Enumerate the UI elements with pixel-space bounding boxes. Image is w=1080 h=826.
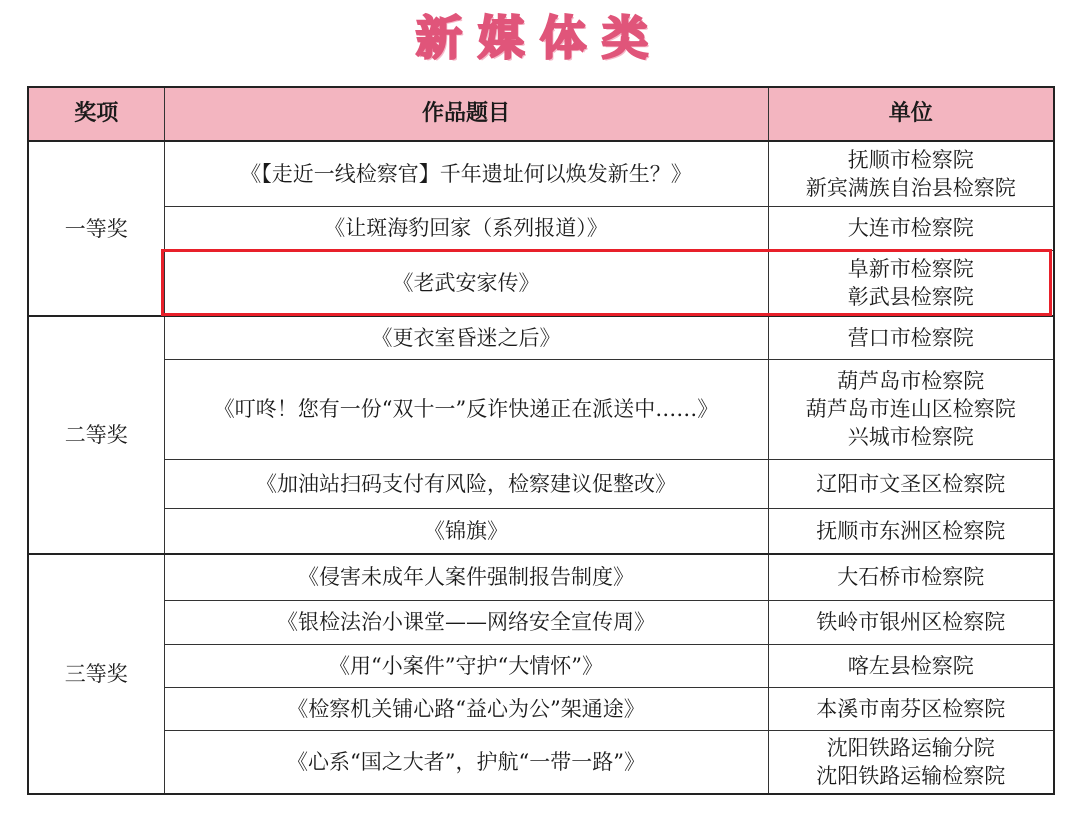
unit-name: 铁岭市银州区检察院 xyxy=(816,610,1006,634)
unit-name: 彰武县检察院 xyxy=(847,284,974,309)
work-title: 《用“小案件”守护“大情怀”》 xyxy=(164,644,768,687)
table-row xyxy=(28,141,1054,206)
unit-cell xyxy=(768,316,1054,359)
unit-cell xyxy=(768,600,1054,644)
page-title: 新媒体类 xyxy=(416,11,664,65)
unit-cell xyxy=(768,359,1054,459)
work-title: 《老武安家传》 xyxy=(164,250,768,316)
prize-cell-third: 三等奖 xyxy=(28,554,164,794)
unit-name: 兴城市检察院 xyxy=(847,425,974,449)
work-title: 《银检法治小课堂——网络安全宣传周》 xyxy=(164,600,768,644)
unit-name: 抚顺市东洲区检察院 xyxy=(816,518,1006,543)
unit-name: 喀左县检察院 xyxy=(847,653,974,678)
unit-name: 抚顺市检察院 xyxy=(847,147,974,172)
unit-name: 葫芦岛市检察院 xyxy=(837,369,985,393)
work-title: 《【走近一线检察官】千年遗址何以焕发新生？》 xyxy=(164,141,768,206)
work-title: 《叮咚！您有一份“双十一”反诈快递正在派送中……》 xyxy=(164,359,768,459)
unit-name: 新宾满族自治县检察院 xyxy=(805,175,1016,200)
unit-name: 营口市检察院 xyxy=(847,325,974,350)
table-row xyxy=(28,508,1054,554)
unit-cell xyxy=(768,508,1054,554)
work-title: 《心系“国之大者”，护航“一带一路”》 xyxy=(164,730,768,794)
table-row xyxy=(28,206,1054,250)
table-row xyxy=(28,687,1054,730)
work-title: 《锦旗》 xyxy=(164,508,768,554)
work-title: 《检察机关铺心路“益心为公”架通途》 xyxy=(164,687,768,730)
unit-cell xyxy=(768,459,1054,508)
table-row xyxy=(28,730,1054,794)
table-row xyxy=(28,459,1054,508)
awards-table xyxy=(27,86,1055,795)
table-row xyxy=(28,359,1054,459)
table-row-highlighted xyxy=(28,250,1054,316)
table-row xyxy=(28,554,1054,600)
unit-cell xyxy=(768,141,1054,206)
unit-name: 阜新市检察院 xyxy=(847,256,974,281)
unit-name: 大石桥市检察院 xyxy=(837,565,985,590)
unit-name: 沈阳铁路运输检察院 xyxy=(816,763,1006,788)
table-header-row xyxy=(28,87,1054,141)
work-title: 《更衣室昏迷之后》 xyxy=(164,316,768,359)
table-row xyxy=(28,600,1054,644)
unit-cell xyxy=(768,730,1054,794)
unit-name: 本溪市南芬区检察院 xyxy=(816,696,1006,721)
work-title: 《加油站扫码支付有风险，检察建议促整改》 xyxy=(164,459,768,508)
unit-name: 沈阳铁路运输分院 xyxy=(826,735,995,760)
unit-name: 辽阳市文圣区检察院 xyxy=(816,471,1006,496)
unit-cell xyxy=(768,687,1054,730)
unit-cell xyxy=(768,250,1054,316)
header-title: 作品题目 xyxy=(164,87,768,141)
prize-cell-second: 二等奖 xyxy=(28,316,164,554)
unit-cell xyxy=(768,644,1054,687)
work-title: 《让斑海豹回家（系列报道）》 xyxy=(164,206,768,250)
header-unit: 单位 xyxy=(768,87,1054,141)
unit-name: 葫芦岛市连山区检察院 xyxy=(805,397,1016,421)
table-row xyxy=(28,644,1054,687)
work-title: 《侵害未成年人案件强制报告制度》 xyxy=(164,554,768,600)
unit-name: 大连市检察院 xyxy=(847,216,974,240)
unit-cell xyxy=(768,206,1054,250)
unit-cell xyxy=(768,554,1054,600)
header-prize: 奖项 xyxy=(28,87,164,141)
prize-cell-first: 一等奖 xyxy=(28,141,164,316)
table-row xyxy=(28,316,1054,359)
